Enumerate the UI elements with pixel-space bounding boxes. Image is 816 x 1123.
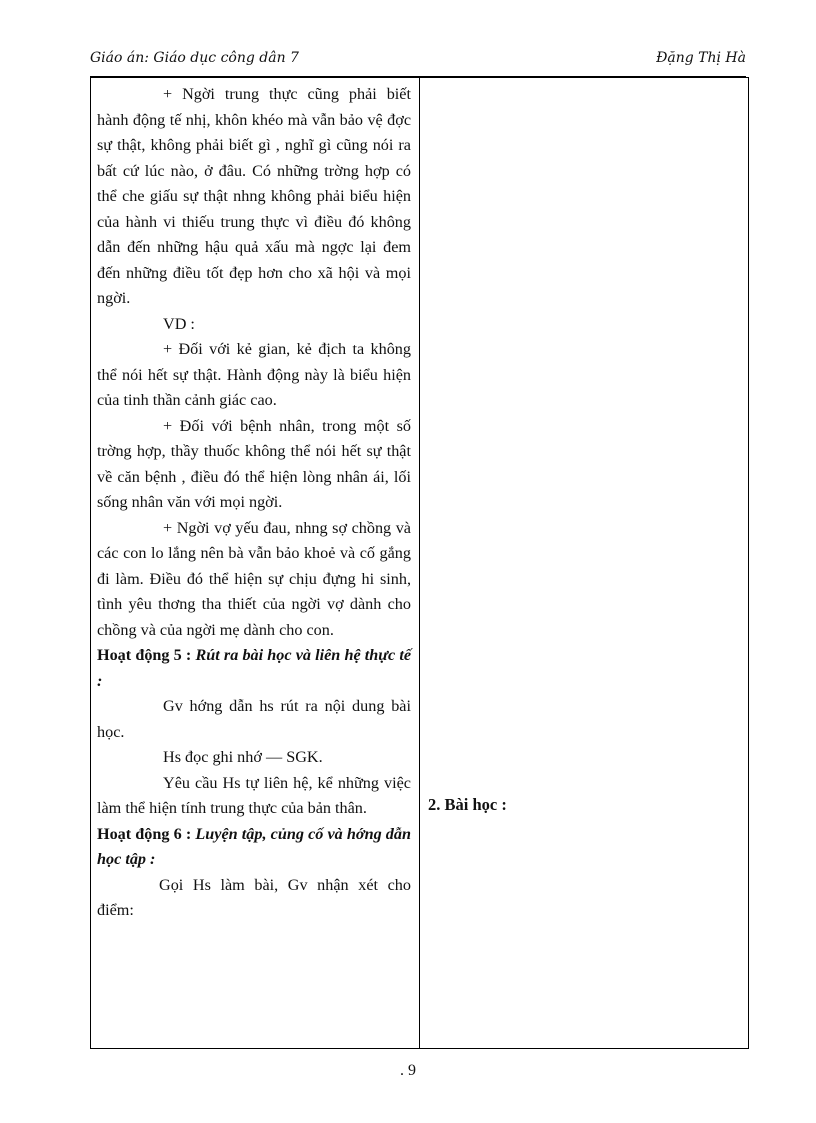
- paragraph-honest-tact: + Ngời trung thực cũng phải biết hành động tế nhị, khôn khéo mà vẫn bảo vệ đợc sự thật, không phải biết gì , nghĩ gì cũng nói ra bất cứ lúc nào, ở đâu. Có những trờng hợp có thể che giấu sự thật nhng không phải biểu hiện của hành vi thiếu trung thực vì điều đó không dẫn đến những hậu quả xấu mà ngợc lại đem đến những điều tốt đẹp hơn cho xã hội và mọi ngời.: [97, 85, 411, 307]
- paragraph-self-reflect: Yêu cầu Hs tự liên hệ, kể những việc làm thể hiện tính trung thực của bản thân.: [97, 773, 411, 817]
- paragraph-exercise: Gọi Hs làm bài, Gv nhận xét cho điểm:: [97, 875, 411, 919]
- activity-6-label: Hoạt động 6 :: [97, 824, 192, 843]
- example-label: VD :: [163, 314, 195, 333]
- activity-6-heading: [97, 822, 411, 873]
- page-number: . 9: [400, 1062, 416, 1079]
- example-enemy: + Đối với kẻ gian, kẻ địch ta không thể nói hết sự thật. Hành động này là biểu hiện của tinh thần cảnh giác cao.: [97, 340, 411, 409]
- paragraph-teacher-guide: Gv hớng dẫn hs rút ra nội dung bài học.: [97, 697, 411, 741]
- activity-5-label: Hoạt động 5 :: [97, 646, 192, 664]
- content-column: [420, 78, 749, 1049]
- header-course-title: Giáo án: Giáo dục công dân 7: [90, 50, 299, 66]
- page-header: [90, 50, 746, 77]
- lesson-table: [90, 77, 749, 1049]
- activity-5-heading: [97, 643, 411, 694]
- example-wife: + Ngời vợ yếu đau, nhng sợ chồng và các con lo lắng nên bà vẫn bảo khoẻ và cố gắng đi làm. Điều đó thể hiện sự chịu đựng hi sinh, tình yêu thơng tha thiết của ngời vợ dành cho chồng và của ngời mẹ dành cho con.: [97, 518, 411, 639]
- lesson-heading: 2. Bài học :: [428, 795, 507, 814]
- paragraph-read-notes: Hs đọc ghi nhớ — SGK.: [163, 748, 323, 766]
- header-author: Đặng Thị Hà: [656, 50, 746, 66]
- activity-6-title: Luyện tập, củng cố và hớng dẫn học tập :: [97, 824, 411, 868]
- activities-column: [91, 78, 420, 1049]
- example-patient: + Đối với bệnh nhân, trong một số trờng hợp, thầy thuốc không thể nói hết sự thật về căn bệnh , điều đó thể hiện lòng nhân ái, lối sống nhân văn với mọi ngời.: [97, 416, 411, 511]
- activity-5-title: Rút ra bài học và liên hệ thực tế :: [97, 646, 412, 690]
